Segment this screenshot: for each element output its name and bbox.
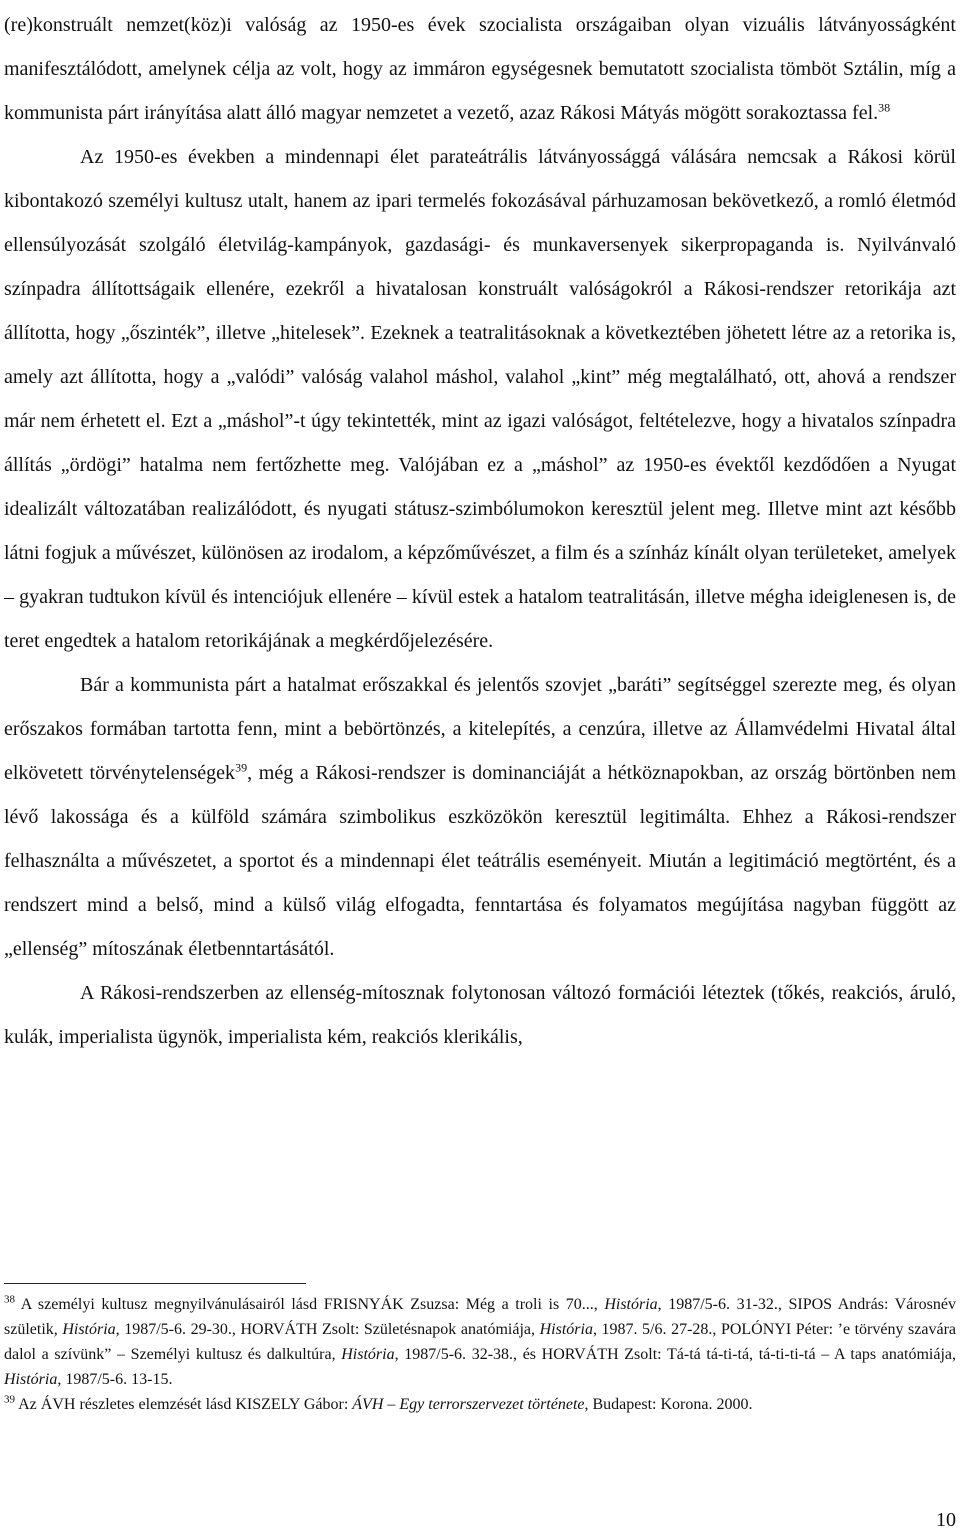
footnote-text-run: A személyi kultusz megnyilvánulásairól lásd FRISNYÁK Zsuzsa: Még a troli is 70..., bbox=[20, 1296, 605, 1313]
paragraph-4 bbox=[4, 971, 956, 1059]
footnotes bbox=[4, 1292, 956, 1417]
page-number: 10 bbox=[936, 1509, 956, 1531]
footnote-text-run: Az ÁVH részletes elemzését lásd KISZELY Gábor: bbox=[18, 1396, 353, 1413]
footnote-text bbox=[4, 1293, 957, 1388]
footnote-number: 38 bbox=[4, 1293, 15, 1306]
paragraph-3-text-before: Bár a kommunista párt a hatalmat erőszakkal és jelentős szovjet „baráti” segítséggel szerezte meg, és olyan erőszakos formában tartotta fenn, mint a bebörtönzés, a kitelepítés, a cenzúra, illetve az Államvédelmi Hivatal által elkövetett törvénytelenségek bbox=[4, 674, 956, 784]
paragraph-1-text: (re)konstruált nemzet(köz)i valóság az 1950-es évek szocialista országaiban olyan vizuális látványosságként manifesztálódott, amelynek célja az volt, hogy az immáron egységesnek bemutatott szocialista tömböt Sztálin, míg a kommunista párt irányítása alatt álló magyar nemzetet a vezető, azaz Rákosi Mátyás mögött sorakoztassa fel. bbox=[4, 14, 956, 124]
footnote-39 bbox=[4, 1392, 956, 1417]
body-text bbox=[4, 3, 956, 1059]
paragraph-3 bbox=[4, 663, 956, 971]
footnote-italic-title: História bbox=[341, 1346, 395, 1363]
paragraph-2-text: Az 1950-es években a mindennapi élet parateátrális látványossággá válására nemcsak a Rákosi körül kibontakozó személyi kultusz utalt, hanem az ipari termelés fokozásával párhuzamosan bekövetkező, a romló életmód ellensúlyozását szolgáló életvilág-kampányok, gazdasági- és munkaversenyek sikerpropaganda is. Nyilvánvaló színpadra állítottságaik ellenére, ezekről a hivatalosan konstruált valóságokról a Rákosi-rendszer retorikája azt állította, hogy „őszinték”, illetve „hitelesek”. Ezeknek a teatralitásoknak a következtében jöhetett létre az a retorika is, amely azt állította, hogy a „valódi” valóság valahol máshol, valahol „kint” még megtalálható, ott, ahová a rendszer már nem érhetett el. Ezt a „máshol”-t úgy tekintették, mint az igazi valóságot, feltételezve, hogy a hivatalos színpadra állítás „ördögi” hatalma nem fertőzhette meg. Valójában ez a „máshol” az 1950-es évektől kezdődően a Nyugat idealizált változatában realizálódott, és nyugati státusz-szimbólumokon keresztül jelent meg. Illetve mint azt később látni fogjuk a művészet, különösen az irodalom, a képzőművészet, a film és a színház kínált olyan területeket, amelyek – gyakran tudtukon kívül és intenciójuk ellenére – kívül estek a hatalom teatralitásán, illetve mégha ideiglenesen is, de teret engedtek a hatalom retorikájának a megkérdőjelezésére. bbox=[4, 146, 956, 652]
footnote-text-run: , 1987/5-6. 29-30., HORVÁTH Zsolt: Születésnapok anatómiája, bbox=[115, 1321, 540, 1338]
paragraph-3-text-after: , még a Rákosi-rendszer is dominanciáját a hétköznapokban, az ország börtönben nem lévő lakossága és a külföld számára szimbolikus eszközökön keresztül legitimálta. Ehhez a Rákosi-rendszer felhasználta a művészetet, a sportot és a mindennapi élet teátrális eseményeit. Miután a legitimáció megtörtént, és a rendszert mind a belső, mind a külső világ elfogadta, fenntartása és folyamatos megújítása nagyban függött az „ellenség” mítoszának életbenntartásától. bbox=[4, 762, 957, 960]
footnote-ref-38[interactable]: 38 bbox=[878, 100, 891, 115]
paragraph-1 bbox=[4, 3, 956, 135]
footnote-text-run: , 1987/5-6. 32-38., és HORVÁTH Zsolt: Tá-tá tá-ti-tá, tá-ti-ti-tá – A taps anatómiája, bbox=[394, 1346, 956, 1363]
footnote-divider bbox=[4, 1283, 306, 1284]
footnote-ref-39[interactable]: 39 bbox=[235, 760, 248, 775]
footnote-text bbox=[18, 1396, 752, 1413]
paragraph-4-text: A Rákosi-rendszerben az ellenség-mítosznak folytonosan változó formációi léteztek (tőkés, reakciós, áruló, kulák, imperialista ügynök, imperialista kém, reakciós klerikális, bbox=[4, 982, 956, 1048]
footnote-italic-title: ÁVH – Egy terrorszervezet története bbox=[352, 1396, 585, 1413]
footnote-italic-title: História bbox=[4, 1371, 58, 1388]
footnote-number: 39 bbox=[4, 1393, 15, 1406]
footnote-italic-title: História bbox=[604, 1296, 658, 1313]
footnote-italic-title: História bbox=[62, 1321, 116, 1338]
footnote-text-run: , 1987/5-6. 31-32., SIPOS András: Városnév születik, bbox=[4, 1296, 956, 1338]
document-page bbox=[4, 0, 956, 1059]
footnote-text-run: , Budapest: Korona. 2000. bbox=[584, 1396, 753, 1413]
footnote-text-run: , 1987/5-6. 13-15. bbox=[57, 1371, 173, 1388]
footnote-italic-title: História bbox=[539, 1321, 593, 1338]
footnote-38 bbox=[4, 1292, 956, 1392]
footnote-text-run: , 1987. 5/6. 27-28., POLÓNYI Péter: ’e törvény szavára dalol a szívünk” – Személyi kultusz és dalkultúra, bbox=[4, 1321, 957, 1363]
paragraph-2 bbox=[4, 135, 956, 663]
